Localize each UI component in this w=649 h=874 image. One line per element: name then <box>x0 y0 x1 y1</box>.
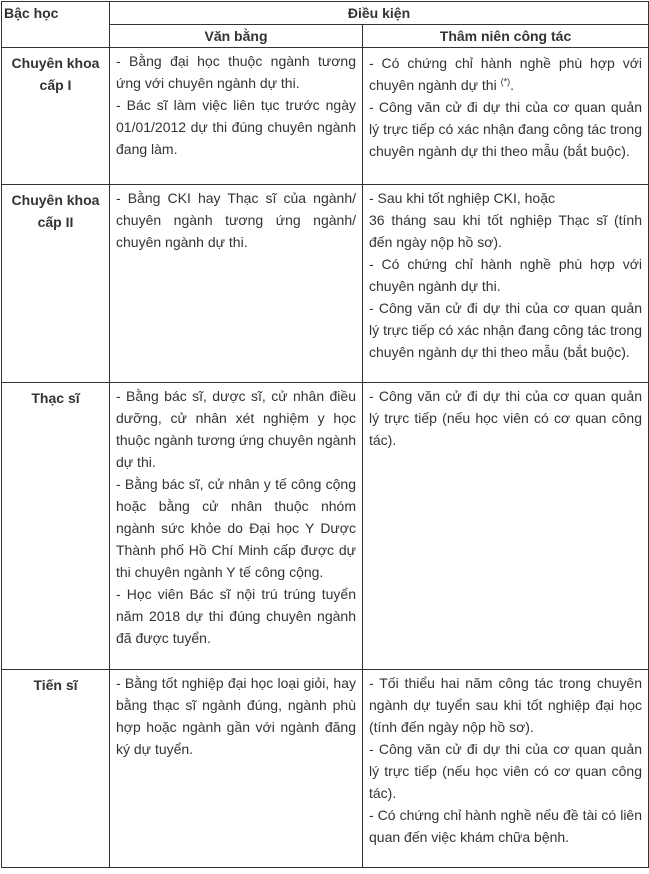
seniority-item: - Công văn cử đi dự thi của cơ quan quản lý trực tiếp (nếu học viên có cơ quan công tác). <box>369 741 642 801</box>
seniority-item: - Sau khi tốt nghiệp CKI, hoặc <box>369 190 555 206</box>
level-cell: Chuyên khoa cấp I <box>2 48 110 185</box>
degree-item: - Bằng bác sĩ, cử nhân y tế công cộng hoặc bằng cử nhân thuộc nhóm ngành sức khỏe do Đại học Y Dược Thành phố Hồ Chí Minh cấp được dự thi chuyên ngành Y tế công cộng. <box>116 476 356 580</box>
level-cell: Thạc sĩ <box>2 383 110 670</box>
degree-item: - Bằng tốt nghiệp đại học loại giỏi, hay bằng thạc sĩ ngành đúng, ngành phù hợp hoặc ngành gần với ngành đăng ký dự tuyển. <box>116 675 356 757</box>
seniority-cell <box>363 383 649 670</box>
seniority-cell <box>363 670 649 868</box>
degree-item: - Bằng CKI hay Thạc sĩ của ngành/ chuyên ngành tương ứng ngành/ chuyên ngành dự thi. <box>116 190 356 250</box>
header-row-1 <box>2 2 649 25</box>
degree-cell <box>110 48 363 185</box>
seniority-cell <box>363 185 649 383</box>
seniority-item: - Công văn cử đi dự thi của cơ quan quản lý trực tiếp có xác nhận đang công tác trong chuyên ngành dự thi theo mẫu (bắt buộc). <box>369 300 642 360</box>
header-level: Bậc học <box>2 2 110 48</box>
table-row <box>2 670 649 868</box>
degree-cell <box>110 670 363 868</box>
seniority-item: - Công văn cử đi dự thi của cơ quan quản lý trực tiếp (nếu học viên có cơ quan công tác). <box>369 388 642 448</box>
seniority-item-text: - Có chứng chỉ hành nghề phù hợp với chuyên ngành dự thi <box>369 55 642 93</box>
degree-item: - Bằng bác sĩ, dược sĩ, cử nhân điều dưỡng, cử nhân xét nghiệm y học thuộc ngành tương ứng chuyên ngành dự thi. <box>116 388 356 470</box>
seniority-item: - Có chứng chỉ hành nghề phù hợp với chuyên ngành dự thi. <box>369 256 642 294</box>
admission-requirements-table <box>1 1 649 868</box>
degree-item: - Học viên Bác sĩ nội trú trúng tuyển năm 2018 dự thi đúng chuyên ngành đã được tuyển. <box>116 586 356 646</box>
header-degree: Văn bằng <box>110 25 363 48</box>
header-seniority: Thâm niên công tác <box>363 25 649 48</box>
seniority-item: - Tối thiểu hai năm công tác trong chuyên ngành dự tuyển sau khi tốt nghiệp đại học (tính đến ngày nộp hồ sơ). <box>369 675 642 735</box>
table-row <box>2 383 649 670</box>
seniority-item: - Công văn cử đi dự thi của cơ quan quản lý trực tiếp có xác nhận đang công tác trong chuyên ngành dự thi theo mẫu (bắt buộc). <box>369 99 642 159</box>
seniority-cell <box>363 48 649 185</box>
footnote-end: . <box>510 77 514 93</box>
degree-item: - Bác sĩ làm việc liên tục trước ngày 01/01/2012 dự thi đúng chuyên ngành đang làm. <box>116 97 356 157</box>
seniority-item: - Có chứng chỉ hành nghề nếu đề tài có liên quan đến việc khám chữa bệnh. <box>369 807 642 845</box>
header-conditions: Điều kiện <box>110 2 649 25</box>
seniority-item: 36 tháng sau khi tốt nghiệp Thạc sĩ (tính đến ngày nộp hồ sơ). <box>369 212 642 250</box>
degree-cell <box>110 383 363 670</box>
level-cell: Tiến sĩ <box>2 670 110 868</box>
footnote-mark: (*) <box>500 76 511 87</box>
level-cell: Chuyên khoa cấp II <box>2 185 110 383</box>
table-row <box>2 48 649 185</box>
degree-item: - Bằng đại học thuộc ngành tương ứng với chuyên ngành dự thi. <box>116 53 356 91</box>
degree-cell <box>110 185 363 383</box>
seniority-item <box>369 50 642 96</box>
table-row <box>2 185 649 383</box>
